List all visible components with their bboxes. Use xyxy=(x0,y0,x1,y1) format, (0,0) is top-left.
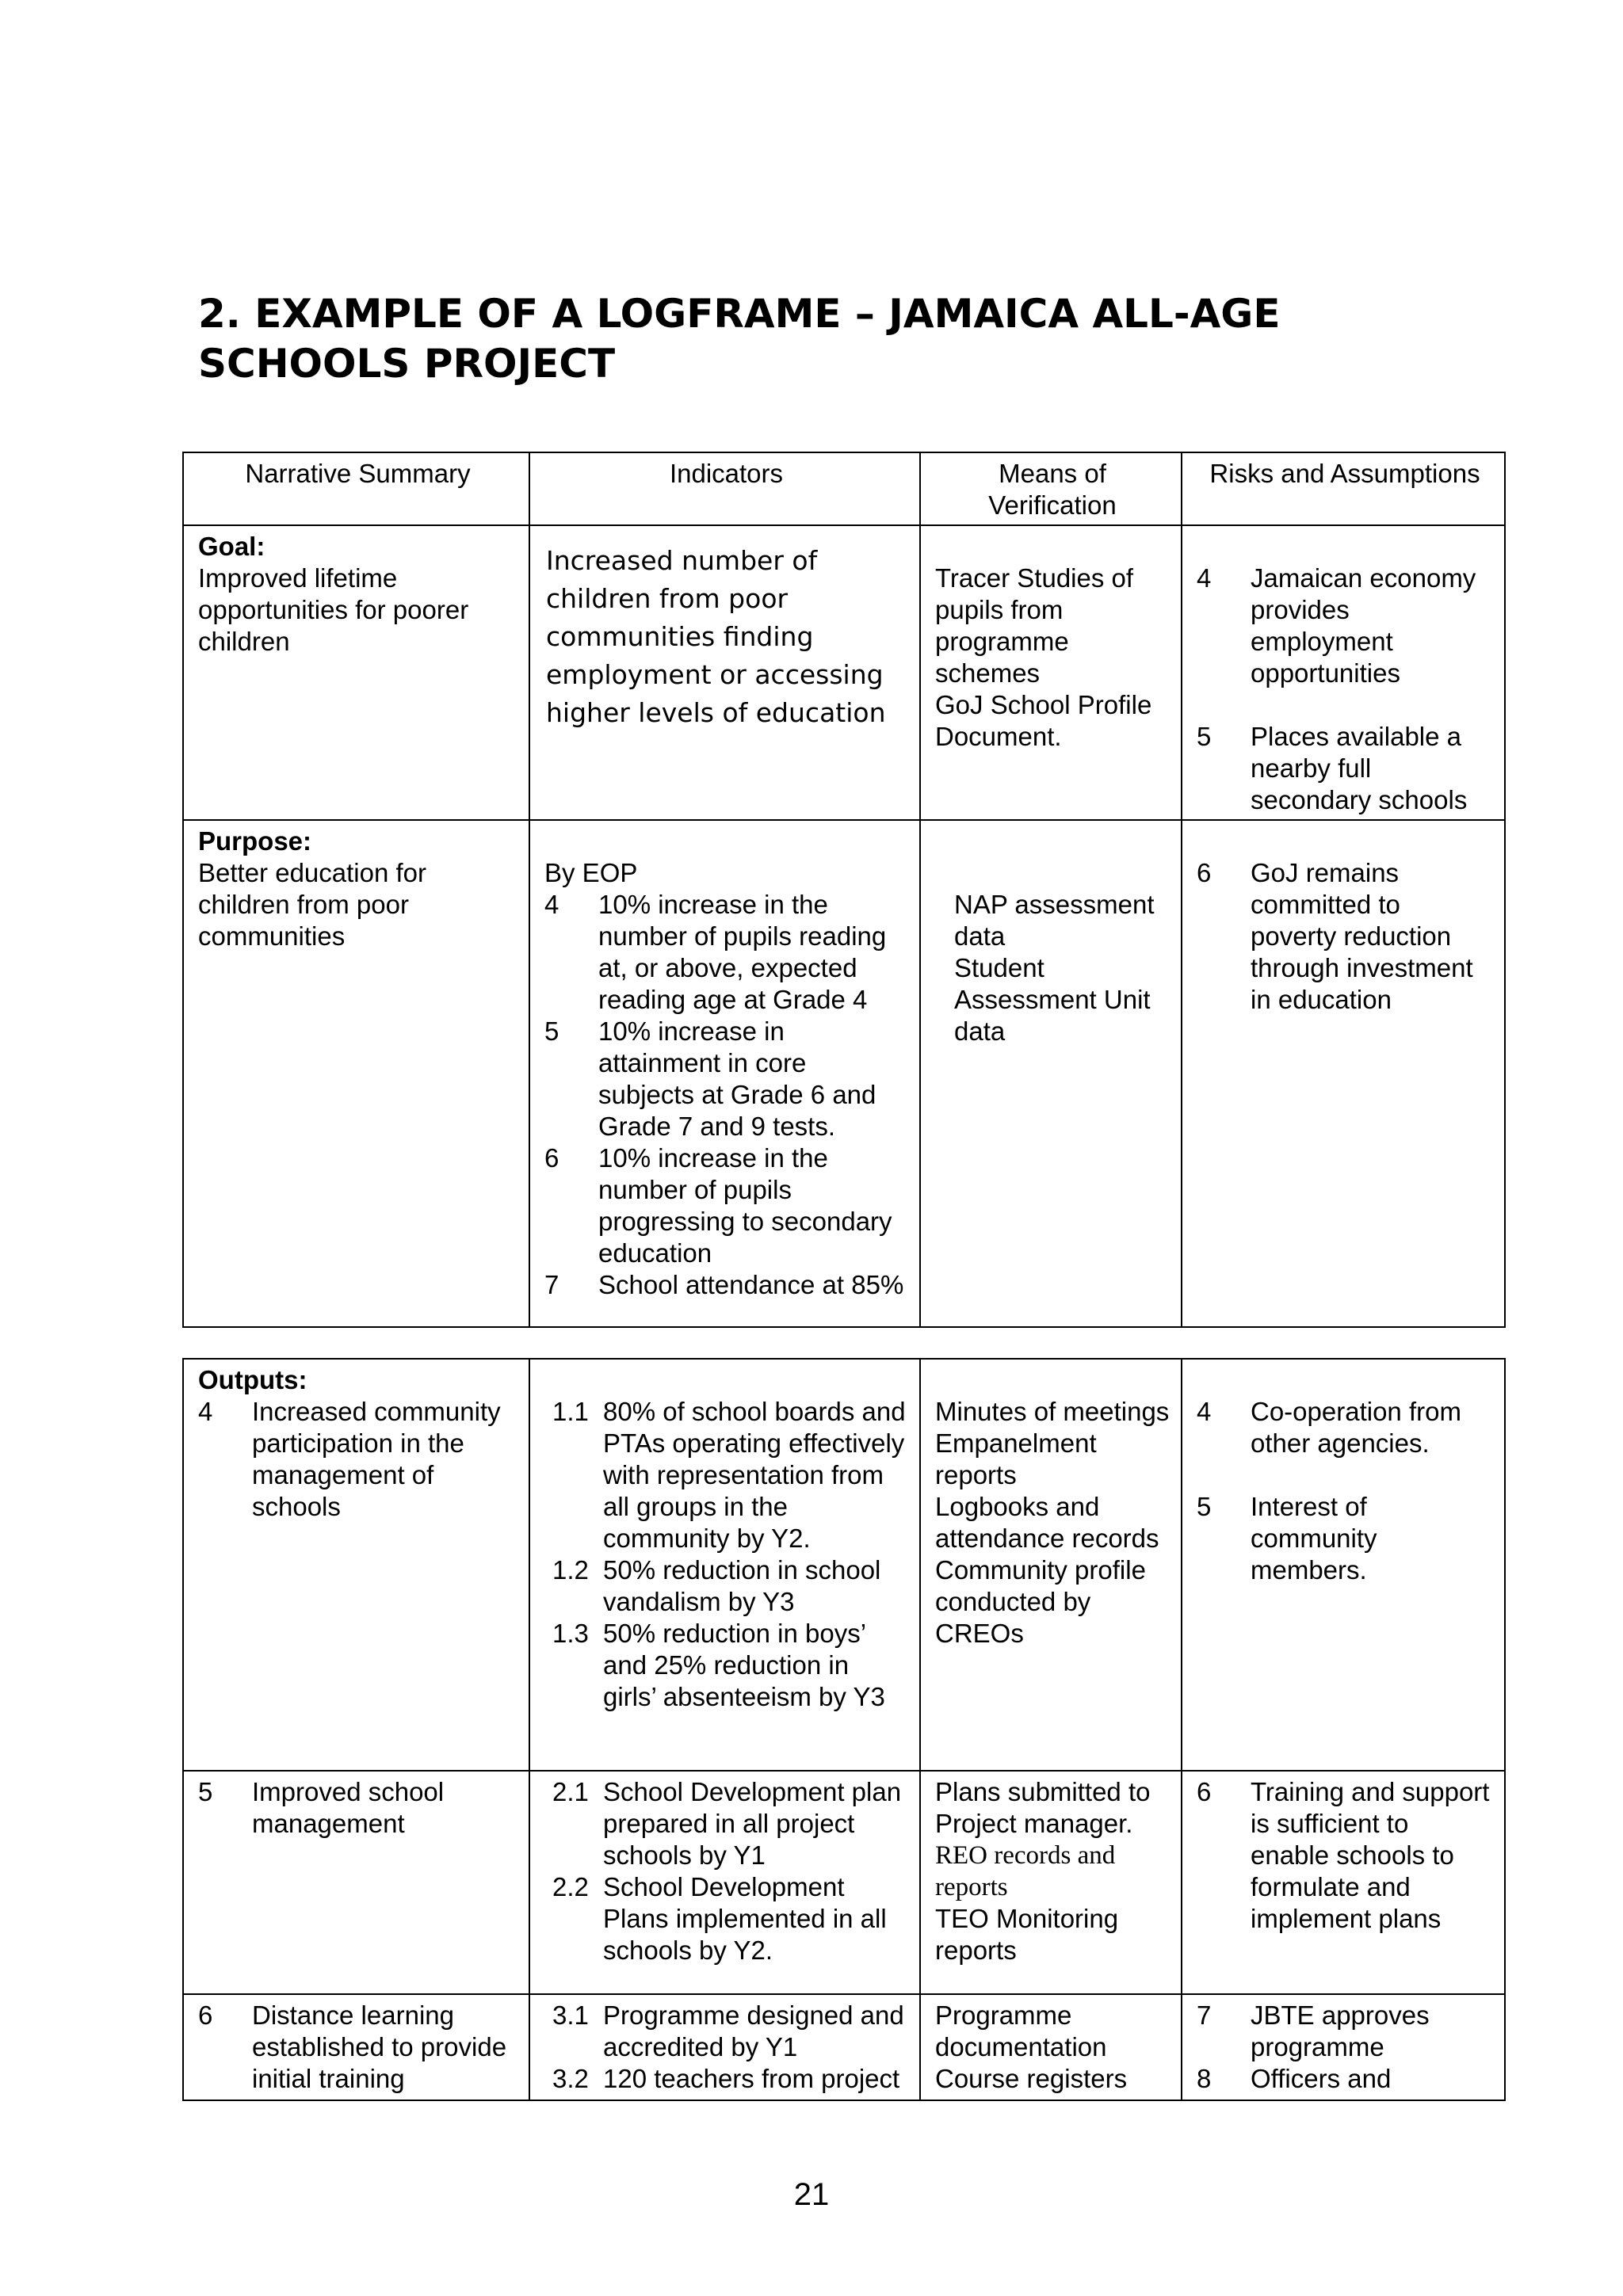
item-text: Training and support is sufficient to enable schools to formulate and implement plans xyxy=(1251,1777,1490,1933)
list-item xyxy=(1197,2063,1493,2093)
purpose-means-cell xyxy=(920,820,1182,1327)
item-number: 7 xyxy=(1197,2000,1212,2030)
item-text: School Development plan prepared in all project schools by Y1 xyxy=(603,1777,902,1870)
output-means-item: Minutes of meetings xyxy=(935,1397,1170,1426)
item-text: Places available a nearby full secondary schools xyxy=(1251,722,1468,814)
spacer xyxy=(544,826,908,857)
output-means-cell xyxy=(920,1994,1182,2100)
item-number: 7 xyxy=(544,1270,559,1299)
header-indicators: Indicators xyxy=(529,452,920,525)
item-text: Improved school management xyxy=(252,1777,445,1838)
goal-label: Goal: xyxy=(198,532,265,561)
list-item xyxy=(544,1396,908,1554)
item-number: 4 xyxy=(198,1397,213,1426)
item-text: Programme designed and accredited by Y1 xyxy=(603,2000,904,2061)
output-summary-list xyxy=(198,1776,517,1840)
goal-row xyxy=(183,525,1505,820)
item-text: 50% reduction in boys’ and 25% reduction in girls’ absenteeism by Y3 xyxy=(603,1619,885,1711)
purpose-means-item: NAP assessment data xyxy=(954,890,1155,951)
list-item xyxy=(1197,857,1493,1016)
item-text: GoJ remains committed to poverty reduction through investment in education xyxy=(1251,858,1473,1014)
output-risks-cell xyxy=(1182,1994,1505,2100)
spacer xyxy=(935,531,1170,563)
output-indicator-cell xyxy=(529,1359,920,1771)
list-item xyxy=(1197,721,1493,816)
list-item xyxy=(198,1776,517,1840)
purpose-summary-cell xyxy=(183,820,529,1327)
spacer xyxy=(935,826,1170,889)
goal-risks-list xyxy=(1197,563,1493,816)
item-number: 8 xyxy=(1197,2064,1212,2093)
spacer xyxy=(1197,531,1493,563)
spacer xyxy=(1197,826,1493,857)
goal-summary-cell xyxy=(183,525,529,820)
goal-means-item: Tracer Studies of pupils from programme schemes xyxy=(935,563,1134,688)
output-summary-list xyxy=(198,2000,517,2093)
output-summary-cell xyxy=(183,1771,529,1994)
header-means-of-verification: Means of Verification xyxy=(920,452,1182,525)
item-number: 4 xyxy=(1197,563,1212,593)
item-number: 3.2 xyxy=(552,2064,589,2093)
item-number: 6 xyxy=(198,2000,213,2030)
outputs-label: Outputs: xyxy=(198,1365,307,1394)
output-means-item: Programme documentation xyxy=(935,2000,1107,2061)
item-text: Increased community participation in the management of schools xyxy=(252,1397,501,1521)
list-item xyxy=(544,1618,908,1713)
list-item xyxy=(544,1871,908,1966)
list-item xyxy=(544,889,908,1016)
header-risks-and-assumptions: Risks and Assumptions xyxy=(1182,452,1505,525)
purpose-indicator-intro: By EOP xyxy=(544,858,638,887)
page-number: 21 xyxy=(793,2177,830,2212)
output-row xyxy=(183,1771,1505,1994)
output-row xyxy=(183,1359,1505,1771)
item-number: 5 xyxy=(1197,1492,1212,1521)
output-means-item: Community profile conducted by CREOs xyxy=(935,1555,1146,1648)
output-indicators-list xyxy=(544,1776,908,1966)
purpose-label: Purpose: xyxy=(198,826,312,856)
output-risks-list xyxy=(1197,1396,1493,1586)
output-risks-cell xyxy=(1182,1771,1505,1994)
header-narrative-summary: Narrative Summary xyxy=(183,452,529,525)
item-text: 50% reduction in school vandalism by Y3 xyxy=(603,1555,881,1616)
goal-summary: Improved lifetime opportunities for poorer children xyxy=(198,563,469,656)
output-means-item: Course registers xyxy=(935,2064,1128,2093)
page-title: 2. EXAMPLE OF A LOGFRAME – JAMAICA ALL-AGE SCHOOLS PROJECT xyxy=(198,291,1281,387)
output-means-item: TEO Monitoring reports xyxy=(935,1904,1119,1965)
purpose-risks-list xyxy=(1197,857,1493,1016)
output-risks-list xyxy=(1197,1776,1493,1935)
item-number: 5 xyxy=(1197,722,1212,751)
item-number: 4 xyxy=(1197,1397,1212,1426)
item-number: 6 xyxy=(544,1143,559,1173)
purpose-means-item: Student Assessment Unit data xyxy=(954,953,1151,1046)
purpose-indicators-list xyxy=(544,889,908,1301)
list-item xyxy=(1197,563,1493,689)
goal-risks-cell xyxy=(1182,525,1505,820)
list-item xyxy=(198,1396,517,1523)
spacer xyxy=(544,1364,908,1396)
item-text: 80% of school boards and PTAs operating effectively with representation from all groups in the community by Y2. xyxy=(603,1397,906,1553)
list-item xyxy=(544,1016,908,1142)
output-risks-list xyxy=(1197,2000,1493,2093)
item-text: JBTE approves programme xyxy=(1251,2000,1430,2061)
output-indicator-cell xyxy=(529,1994,920,2100)
goal-indicator-cell xyxy=(529,525,920,820)
item-text: 10% increase in the number of pupils progressing to secondary education xyxy=(598,1143,892,1268)
goal-indicator: Increased number of children from poor communities finding employment or accessing higher levels of education xyxy=(546,545,886,728)
purpose-summary: Better education for children from poor communities xyxy=(198,858,427,951)
list-item xyxy=(544,1554,908,1618)
list-item xyxy=(198,2000,517,2093)
item-number: 2.2 xyxy=(552,1872,589,1901)
output-summary-list xyxy=(198,1396,517,1523)
list-item xyxy=(544,2063,908,2093)
output-means-cell xyxy=(920,1771,1182,1994)
list-item xyxy=(1197,1396,1493,1459)
output-means-item: REO records and reports xyxy=(935,1841,1116,1901)
list-item xyxy=(544,2000,908,2063)
item-number: 1.1 xyxy=(552,1397,589,1426)
item-text: School attendance at 85% xyxy=(598,1270,904,1299)
purpose-risks-cell xyxy=(1182,820,1505,1327)
item-text: Officers and xyxy=(1251,2064,1392,2093)
output-indicator-cell xyxy=(529,1771,920,1994)
goal-means-cell xyxy=(920,525,1182,820)
list-item xyxy=(544,1269,908,1301)
item-number: 1.3 xyxy=(552,1619,589,1648)
item-text: 10% increase in attainment in core subjects at Grade 6 and Grade 7 and 9 tests. xyxy=(598,1016,876,1141)
item-number: 3.1 xyxy=(552,2000,589,2030)
logframe-table-goal-purpose xyxy=(182,452,1506,1328)
item-text: Jamaican economy provides employment opportunities xyxy=(1251,563,1476,688)
output-indicators-list xyxy=(544,1396,908,1713)
output-row xyxy=(183,1994,1505,2100)
purpose-row xyxy=(183,820,1505,1327)
output-risks-cell xyxy=(1182,1359,1505,1771)
output-indicators-list xyxy=(544,2000,908,2093)
list-item xyxy=(544,1142,908,1269)
output-means-item: Plans submitted to Project manager. xyxy=(935,1777,1151,1838)
output-means-item: Empanelment reports xyxy=(935,1428,1097,1489)
logframe-table-outputs xyxy=(182,1358,1506,2101)
spacer xyxy=(1197,1364,1493,1396)
purpose-indicator-cell xyxy=(529,820,920,1327)
item-number: 5 xyxy=(544,1016,559,1046)
list-item xyxy=(1197,1776,1493,1935)
item-number: 6 xyxy=(1197,1777,1212,1806)
item-text: Interest of community members. xyxy=(1251,1492,1377,1585)
list-item xyxy=(1197,2000,1493,2063)
spacer xyxy=(935,1364,1170,1396)
output-means-cell xyxy=(920,1359,1182,1771)
item-number: 5 xyxy=(198,1777,213,1806)
header-row xyxy=(183,452,1505,525)
output-means-item: Logbooks and attendance records xyxy=(935,1492,1159,1553)
item-number: 1.2 xyxy=(552,1555,589,1585)
item-text: 120 teachers from project xyxy=(603,2064,900,2093)
output-summary-cell xyxy=(183,1359,529,1771)
item-number: 2.1 xyxy=(552,1777,589,1806)
item-text: 10% increase in the number of pupils reading at, or above, expected reading age at Grade 4 xyxy=(598,890,887,1014)
item-number: 6 xyxy=(1197,858,1212,887)
item-text: Co-operation from other agencies. xyxy=(1251,1397,1461,1458)
output-summary-cell xyxy=(183,1994,529,2100)
item-text: School Development Plans implemented in all schools by Y2. xyxy=(603,1872,887,1965)
item-number: 4 xyxy=(544,890,559,919)
list-item xyxy=(544,1776,908,1871)
item-text: Distance learning established to provide initial training xyxy=(252,2000,507,2093)
list-item xyxy=(1197,1491,1493,1586)
goal-means-item: GoJ School Profile Document. xyxy=(935,690,1152,751)
